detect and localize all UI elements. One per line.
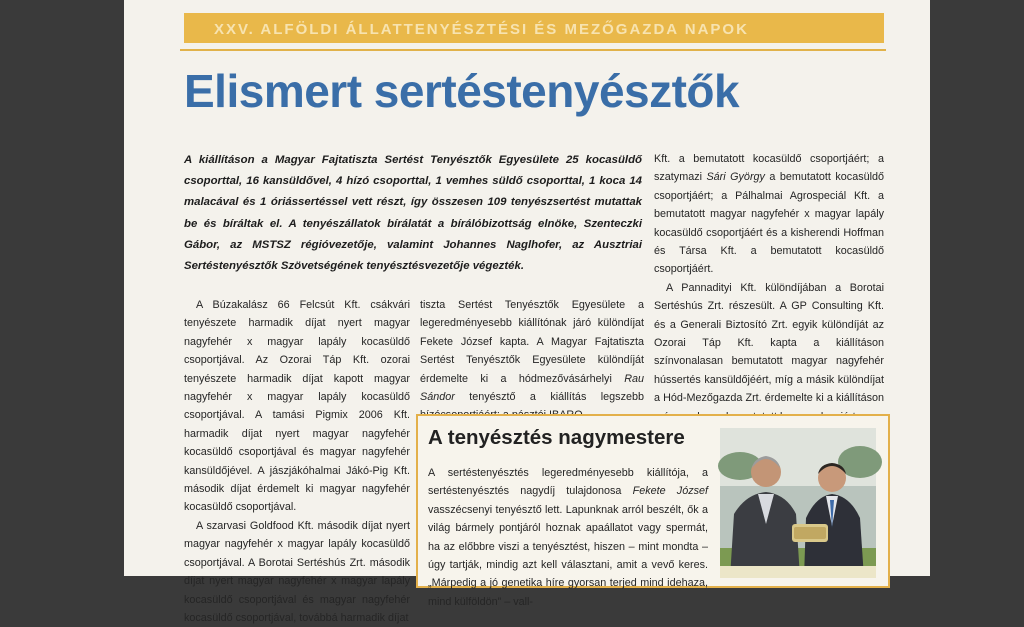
header-rule [180, 49, 886, 51]
article-lead: A kiállításon a Magyar Fajtatiszta Sertést Tenyésztők Egyesülete 25 kocasüldő csoporttal, 16 kansüldővel, 4 hízó csoporttal, 1 vemhes süldő csoporttal, 1 koca 14 malacával és 1 óriássertéssel vett részt, így összesen 109 tenyészsertést mutattak be és bíráltak el. A tenyészállatok bírálatát a bírálóbizottság elnöke, Szenteczki Gábor, az MSTSZ régióvezetője, valamint Johannes Naglhofer, az Ausztriai Sertéstenyésztők Szövetségének tenyésztésvezetője végezték. [184, 154, 642, 273]
magazine-page [124, 0, 930, 624]
body-column-1 [184, 296, 410, 627]
sidebar-box [416, 414, 890, 608]
body-paragraph [420, 296, 644, 425]
body-paragraph: A Pannadityi Kft. különdíjában a Borotai Sertéshús Zrt. részesült. A GP Consulting Kft. és a Generali Biztosító Zrt. egyik különdíját az Ozorai Táp Kft. kapta a kiállításon színvonalasan bemutatott magyar nagyfehér hússertés kansüldőjéért, míg a másik különdíjat a Hód-Mezőgazda Zrt. érdemelte ki a kiállításon [654, 281, 884, 405]
body-column-2 [420, 296, 644, 425]
body-column-3 [654, 150, 884, 426]
article-title: Elismert sertéstenyésztők [184, 65, 740, 117]
person-name: Sári György [706, 171, 765, 184]
body-text: A sertéstenyésztés legeredményesebb kiállítója, a sertéstenyésztés nagydíj tulajdonosa [428, 467, 708, 498]
sidebar-title: A tenyésztés nagymestere [428, 426, 685, 449]
body-text: tiszta Sertést Tenyésztők Egyesülete a legeredményesebb kiállítónak járó különdíjat Fekete József kapta. A Magyar Fajtatiszta Sertést Tenyésztők Egyesülete különdíját érdemelte ki a hódmezővásárhelyi [420, 299, 644, 385]
body-paragraph: A szarvasi Goldfood Kft. második díjat nyert magyar nagyfehér x magyar lapály kocasüldő csoportjával. A Borotai Sertéshús Zrt. második díjat nyert magyar nagyfehér x magyar lapály kocasüldő csoportjával és magyar nagyfehér kocasüldő csoportjával, továbbá harmadik díjat [184, 519, 410, 624]
body-paragraph: A Búzakalász 66 Felcsút Kft. csákvári tenyészete harmadik díjat nyert magyar nagyfehér x magyar lapály kocasüldő csoportjával. Az Ozorai Táp Kft. ozorai tenyészete harmadik díjat kapott magyar nagyfehér x magyar lapály kocasüldő csoportjával. A tamási Pigmix 2006 Kft. harmadik díjat nyert magyar nagyfehér kocasüldő csoportjával és magyar nagyfehér kansüldőjével. A jászjákóhalmai Jákó-Pig Kft. második díjat érdemelt ki magyar nagyfehér kocasüldő csoportjával. [184, 299, 410, 514]
award-photo [720, 428, 876, 578]
section-header-text: XXV. ALFÖLDI ÁLLATTENYÉSZTÉSI ÉS MEZŐGAZDA NAPOK [214, 21, 749, 38]
person-name: Fekete József [632, 485, 709, 498]
body-text: vasszécsenyi tenyésztő lett. Lapunknak arról beszélt, ők a világ bármely pontjáról hoznak apaállatot vagy spermát, ha az előbbre viszi a tenyésztést, hiszen – mint mondta – úgy tartják, mindig azt kell választani, amit a vevő keres. „Márpedig a jó genetika híre gyorsan terjed mind idehaza, mind külföldön” – vall- [428, 503, 708, 608]
photo-caption-strip [720, 566, 876, 578]
sidebar-text [428, 464, 708, 611]
person-name: Rau Sándor [420, 372, 644, 404]
body-text: tenyésztő a kiállítás legszebb [469, 391, 644, 404]
body-paragraph [654, 150, 884, 279]
body-text: a bemutatott kocasüldő csoportjáért; a Pálhalmai Agrospeciál Kft. a bemutatott magyar nagyfehér x magyar lapály kocasüldő csoportjáért és a kisherendi Hoffman és Társa Kft. a bemutatott kocasüldő csoportjáért. [654, 171, 885, 276]
section-header-band [184, 13, 884, 43]
body-text: Kft. a bemutatott kocasüldő csoportjáért; a szatymazi [654, 153, 884, 184]
award-photo-illustration [720, 428, 876, 578]
